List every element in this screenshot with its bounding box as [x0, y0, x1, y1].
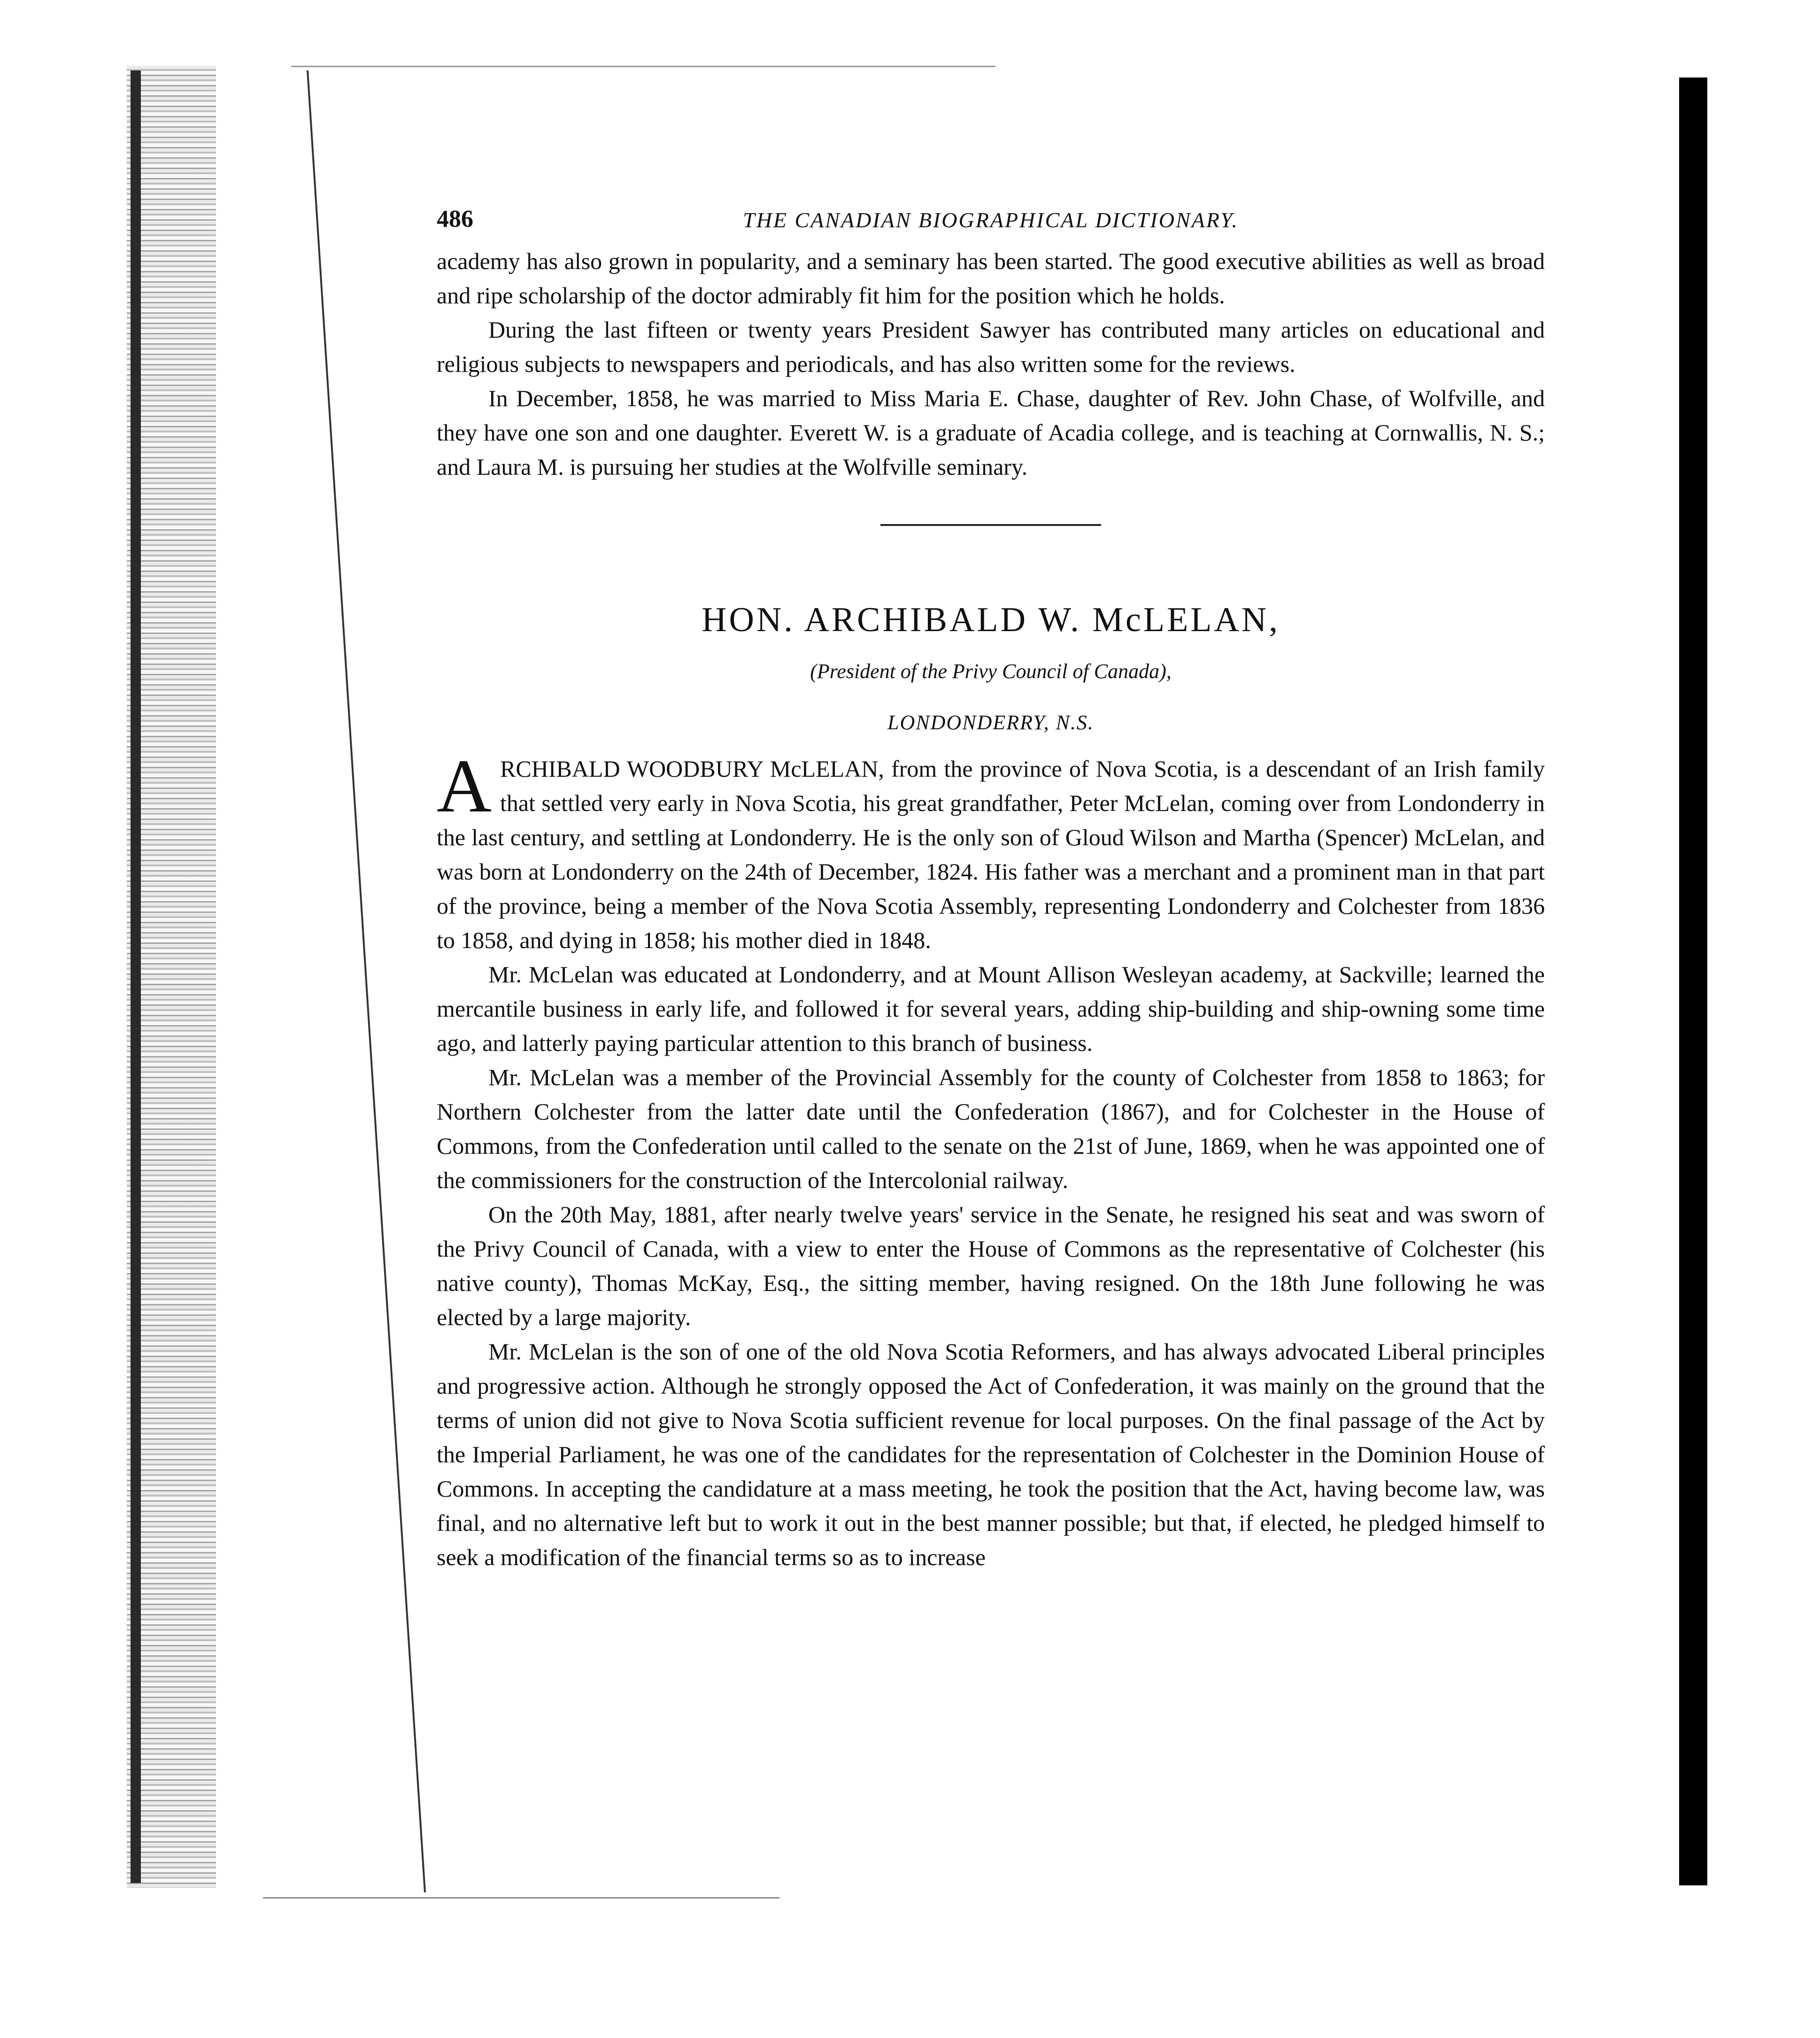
running-head	[437, 202, 1545, 244]
first-paragraph	[437, 744, 1545, 957]
page-body	[437, 202, 1545, 1575]
body-paragraph: In December, 1858, he was married to Miss Maria E. Chase, daughter of Rev. John Chase, of Wolfville, and they have one son and one daughter. Everett W. is a graduate of Acadia college, and is teaching at Cornwallis, N. S.; and Laura M. is pursuing her studies at the Wolfville seminary.	[437, 385, 1545, 480]
article-subtitle: (President of the Privy Council of Canada),	[810, 660, 1172, 683]
scan-bottom-edge	[263, 1897, 779, 1899]
body-paragraph: On the 20th May, 1881, after nearly twelve years' service in the Senate, he resigned his seat and was sworn of the Privy Council of Canada, with a view to enter the House of Commons as the representative of Colchester (his native county), Thomas McKay, Esq., the sitting member, having resigned. On the 18th June following he was elected by a large majority.	[437, 1201, 1545, 1330]
article-location: LONDONDERRY, N.S.	[887, 711, 1094, 734]
article-title: HON. ARCHIBALD W. McLELAN,	[702, 601, 1280, 639]
scan-top-edge	[291, 66, 995, 67]
body-paragraph: During the last fifteen or twenty years President Sawyer has contributed many articles on educational and religious subjects to newspapers and periodicals, and has also written some for the reviews.	[437, 317, 1545, 377]
scan-right-border	[1679, 77, 1707, 1885]
running-title: THE CANADIAN BIOGRAPHICAL DICTIONARY.	[743, 208, 1239, 232]
page-number: 486	[437, 206, 473, 232]
previous-article-end	[437, 244, 1545, 484]
drop-cap: A	[437, 744, 492, 828]
section-divider	[880, 524, 1101, 526]
body-paragraph: Mr. McLelan was a member of the Provincial Assembly for the county of Colchester from 1858 to 1863; for Northern Colchester from the latter date until the Confederation (1867), and for Colchester in the House of Commons, from the Confederation until called to the senate on the 21st of June, 1869, when he was appointed one of the commissioners for the construction of the Intercolonial railway.	[437, 1064, 1545, 1193]
scan-binding-edge	[131, 70, 141, 1883]
body-paragraph: academy has also grown in popularity, and a seminary has been started. The good executive abilities as well as broad and ripe scholarship of the doctor admirably fit him for the position which he holds.	[437, 248, 1545, 309]
first-paragraph-text: RCHIBALD WOODBURY McLELAN, from the province of Nova Scotia, is a descendant of an Irish family that settled very early in Nova Scotia, his great grandfather, Peter McLelan, coming over from Londonderry in the last century, and settling at Londonderry. He is the only son of Gloud Wilson and Martha (Spencer) McLelan, and was born at Londonderry on the 24th of December, 1824. His father was a merchant and a prominent man in that part of the province, being a member of the Nova Scotia Assembly, representing Londonderry and Colchester from 1836 to 1858, and dying in 1858; his mother died in 1848.	[437, 756, 1545, 953]
body-paragraph: Mr. McLelan was educated at Londonderry, and at Mount Allison Wesleyan academy, at Sackville; learned the mercantile business in early life, and followed it for several years, adding ship-building and ship-owning some time ago, and latterly paying particular attention to this branch of business.	[437, 961, 1545, 1056]
body-paragraph: Mr. McLelan is the son of one of the old Nova Scotia Reformers, and has always advocated Liberal principles and progressive action. Although he strongly opposed the Act of Confederation, it was mainly on the ground that the terms of union did not give to Nova Scotia sufficient revenue for local purposes. On the final passage of the Act by the Imperial Parliament, he was one of the candidates for the representation of Colchester in the Dominion House of Commons. In accepting the candidature at a mass meeting, he took the position that the Act, having become law, was final, and no alternative left but to work it out in the best manner possible; but that, if elected, he pledged himself to seek a modification of the financial terms so as to increase	[437, 1338, 1545, 1570]
